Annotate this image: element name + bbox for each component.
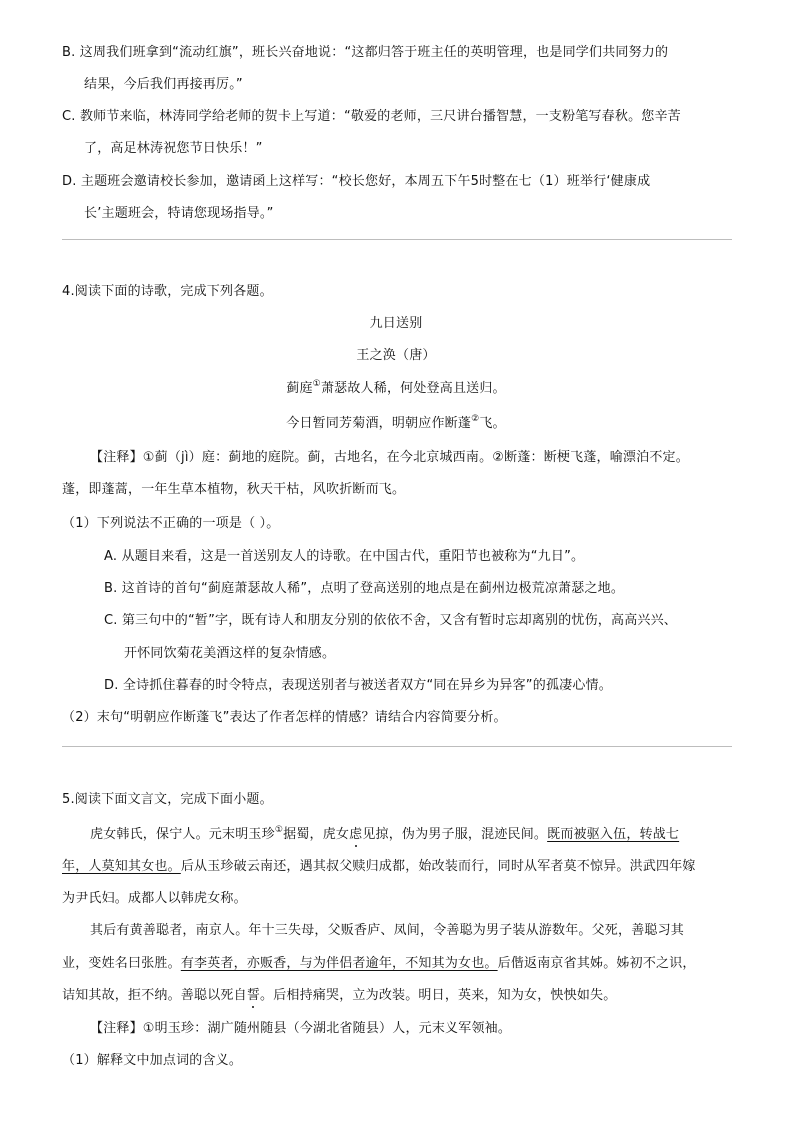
q4-annotation-line2: 蓬，即蓬蒿，一年生草本植物，秋天干枯，风吹折断而飞。: [62, 482, 406, 497]
footnote-marker: ①: [274, 825, 284, 835]
passage-text: 诘知其故，拒不纳。善聪以死自: [62, 988, 247, 1003]
passage-p2-line3: [62, 987, 616, 1005]
underlined-sentence: 既而被驱入伍，转战七: [547, 827, 680, 842]
q5-annotation: 【注释】①明玉珍：湖广随州随县（今湖北省随县）人，元末义军领袖。: [90, 1021, 512, 1036]
q4-heading: 4.阅读下面的诗歌，完成下列各题。: [62, 284, 273, 299]
q4-option-b: B. 这首诗的首句“蓟庭萧瑟故人稀”，点明了登高送别的地点是在蓟州边极荒凉萧瑟之地。: [104, 581, 625, 596]
q4-subquestion-1: （1）下列说法不正确的一项是（ ）。: [62, 516, 280, 531]
verse-text: 萧瑟故人稀，何处登高且送归。: [320, 381, 506, 396]
q4-option-c-line2: 开怀同饮菊花美酒这样的复杂情感。: [124, 646, 336, 661]
q3-option-d-line1: D. 主题班会邀请校长参加，邀请函上这样写：“校长您好，本周五下午5时整在七（1）班举行‘健康成: [62, 174, 651, 189]
q4-option-a: A. 从题目来看，这是一首送别友人的诗歌。在中国古代，重阳节也被称为“九日”。: [104, 549, 585, 564]
dotted-word: 誓: [246, 988, 261, 1003]
dotted-word: 虑: [349, 827, 363, 842]
passage-p1-line3: 为尹氏妇。成都人以韩虎女称。: [62, 891, 247, 906]
q3-option-b-line1: B. 这周我们班拿到“流动红旗”，班长兴奋地说：“这都归答于班主任的英明管理，也是同学们共同努力的: [62, 45, 669, 60]
underlined-sentence: 有李英者，亦贩香，与为伴侣者逾年，不知其为女也。: [180, 956, 498, 971]
q5-heading: 5.阅读下面文言文，完成下面小题。: [62, 792, 273, 807]
q3-option-b-line2: 结果，今后我们再接再厉。”: [84, 77, 243, 92]
passage-text: 虎女韩氏，保宁人。元末明玉珍: [90, 827, 275, 842]
q4-option-c-line1: C. 第三句中的“暂”字，既有诗人和朋友分别的依依不舍，又含有暂时忘却离别的忧伤，高高兴兴、: [104, 613, 678, 628]
poem-verse-1: [0, 380, 792, 398]
q3-option-c-line2: 了，高足林涛祝您节日快乐！”: [84, 141, 263, 156]
poem-verse-2: [0, 415, 792, 433]
poem-author: 王之涣（唐）: [356, 348, 436, 363]
q4-annotation-line1: 【注释】①蓟（jì）庭：蓟地的庭院。蓟，古地名，在今北京城西南。②断蓬：断梗飞蓬，喻漂泊不定。: [90, 450, 689, 465]
passage-p2-line1: 其后有黄善聪者，南京人。年十三失母，父贩香庐、凤间，令善聪为男子装从游数年。父死，善聪习其: [90, 923, 685, 938]
passage-text: 据蜀，虎女: [283, 827, 350, 842]
passage-p1-line1: [90, 826, 679, 844]
underlined-sentence: 年，人莫知其女也。: [62, 859, 181, 874]
q4-subquestion-2: （2）末句“明朝应作断蓬飞”表达了作者怎样的情感？请结合内容简要分析。: [62, 710, 507, 725]
q3-option-c-line1: C. 教师节来临，林涛同学给老师的贺卡上写道：“敬爱的老师，三尺讲台播智慧，一支粉笔写春秋。您辛苦: [62, 109, 681, 124]
q4-option-d: D. 全诗抓住暮春的时令特点，表现送别者与被送者双方“同在异乡为异客”的孤凄心情。: [104, 678, 612, 693]
q3-option-d-line2: 长’主题班会，特请您现场指导。”: [84, 206, 274, 221]
passage-p1-line2: [62, 858, 696, 876]
verse-text: 今日暂同芳菊酒，明朝应作断蓬: [286, 416, 472, 431]
q5-subquestion-1: （1）解释文中加点词的含义。: [62, 1053, 243, 1068]
footnote-marker: ①: [312, 379, 321, 389]
footnote-marker: ②: [471, 414, 480, 424]
poem-title: 九日送别: [369, 316, 423, 331]
section-divider: [62, 746, 732, 747]
verse-text: 蓟庭: [286, 381, 313, 396]
passage-p2-line2: [62, 955, 696, 973]
section-divider: [62, 239, 732, 240]
passage-text: 。后相持痛哭，立为改装。明日，英来，知为女，怏怏如失。: [260, 988, 617, 1003]
passage-text: 后偕返南京省其姊。姊初不之识，: [497, 956, 696, 971]
passage-text: 见掠，伪为男子服，混迹民间。: [362, 827, 548, 842]
passage-text: 业，变姓名曰张胜。: [62, 956, 181, 971]
verse-text: 飞。: [479, 416, 506, 431]
passage-text: 后从玉珍破云南还，遇其叔父赎归成都，始改装而行，同时从军者莫不惊异。洪武四年嫁: [180, 859, 696, 874]
